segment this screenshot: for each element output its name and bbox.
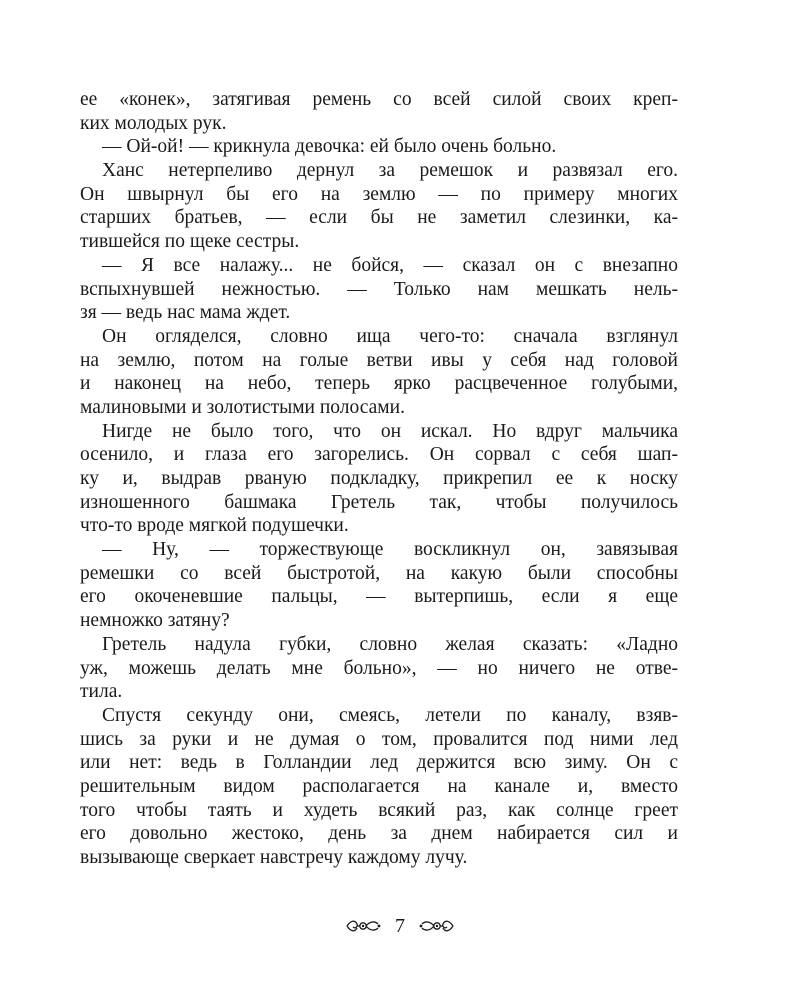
text-line: старших братьев, — если бы не заметил слезинки, ка-	[80, 207, 678, 229]
text-line: — Ну, — торжествующе воскликнул он, завязывая	[102, 539, 678, 561]
text-line: Спустя секунду они, смеясь, летели по каналу, взяв-	[102, 704, 678, 726]
text-line: что-то вроде мягкой подушечки.	[80, 515, 349, 537]
text-line: того чтобы таять и худеть всякий раз, как солнце греет	[80, 799, 678, 821]
text-line: его окоченевшие пальцы, — вытерпишь, если я еще	[80, 586, 678, 608]
page-footer	[0, 910, 800, 942]
page-number: 7	[395, 914, 405, 937]
text-line: — Ой-ой! — крикнула девочка: ей было очень больно.	[102, 136, 557, 158]
text-line: ку и, выдрав рваную подкладку, прикрепил ее к носку	[80, 468, 678, 489]
text-line: малиновыми и золотистыми полосами.	[80, 396, 405, 418]
text-line: вызывающе сверкает навстречу каждому лучу.	[80, 847, 468, 868]
text-line: осенило, и глаза его загорелись. Он сорвал с себя шап-	[80, 444, 678, 466]
text-line: вспыхнувшей нежностью. — Только нам мешкать нель-	[80, 278, 678, 300]
text-line: ее «конек», затягивая ремень со всей силой своих креп-	[80, 89, 678, 110]
floral-ornament-icon	[419, 915, 455, 937]
text-line: зя — ведь нас мама ждет.	[80, 302, 291, 324]
text-line: шись за руки и не думая о том, провалится под ними лед	[80, 728, 678, 750]
text-line: ремешки со всей быстротой, на какую были способны	[80, 562, 678, 584]
text-line: уж, можешь делать мне больно», — но ничего не отве-	[80, 657, 678, 679]
text-line: ких молодых рук.	[80, 112, 227, 134]
page-body-text	[80, 88, 678, 870]
text-line: решительным видом располагается на канале и, вместо	[80, 775, 678, 797]
text-line: его довольно жестоко, день за днем набирается сил и	[80, 823, 678, 845]
text-line: Ханс нетерпеливо дернул за ремешок и развязал его.	[102, 160, 678, 182]
floral-ornament-icon	[345, 915, 381, 937]
text-line: Он огляделся, словно ища чего-то: сначала взглянул	[102, 325, 678, 347]
text-line: или нет: ведь в Голландии лед держится всю зиму. Он с	[80, 752, 678, 774]
text-line: тившейся по щеке сестры.	[80, 231, 300, 253]
text-line: Он швырнул бы его на землю — по примеру многих	[80, 183, 678, 205]
text-line: тила.	[80, 681, 123, 703]
text-line: Гретель надула губки, словно желая сказать: «Ладно	[102, 633, 678, 655]
text-line: изношенного башмака Гретель так, чтобы получилось	[80, 491, 678, 513]
text-line: немножко затяну?	[80, 610, 230, 632]
text-line: и наконец на небо, теперь ярко расцвеченное голубыми,	[80, 373, 678, 395]
text-line: — Я все налажу... не бойся, — сказал он с внезапно	[102, 254, 678, 276]
text-line: Нигде не было того, что он искал. Но вдруг мальчика	[102, 420, 678, 442]
text-line: на землю, потом на голые ветви ивы у себя над головой	[80, 349, 678, 371]
